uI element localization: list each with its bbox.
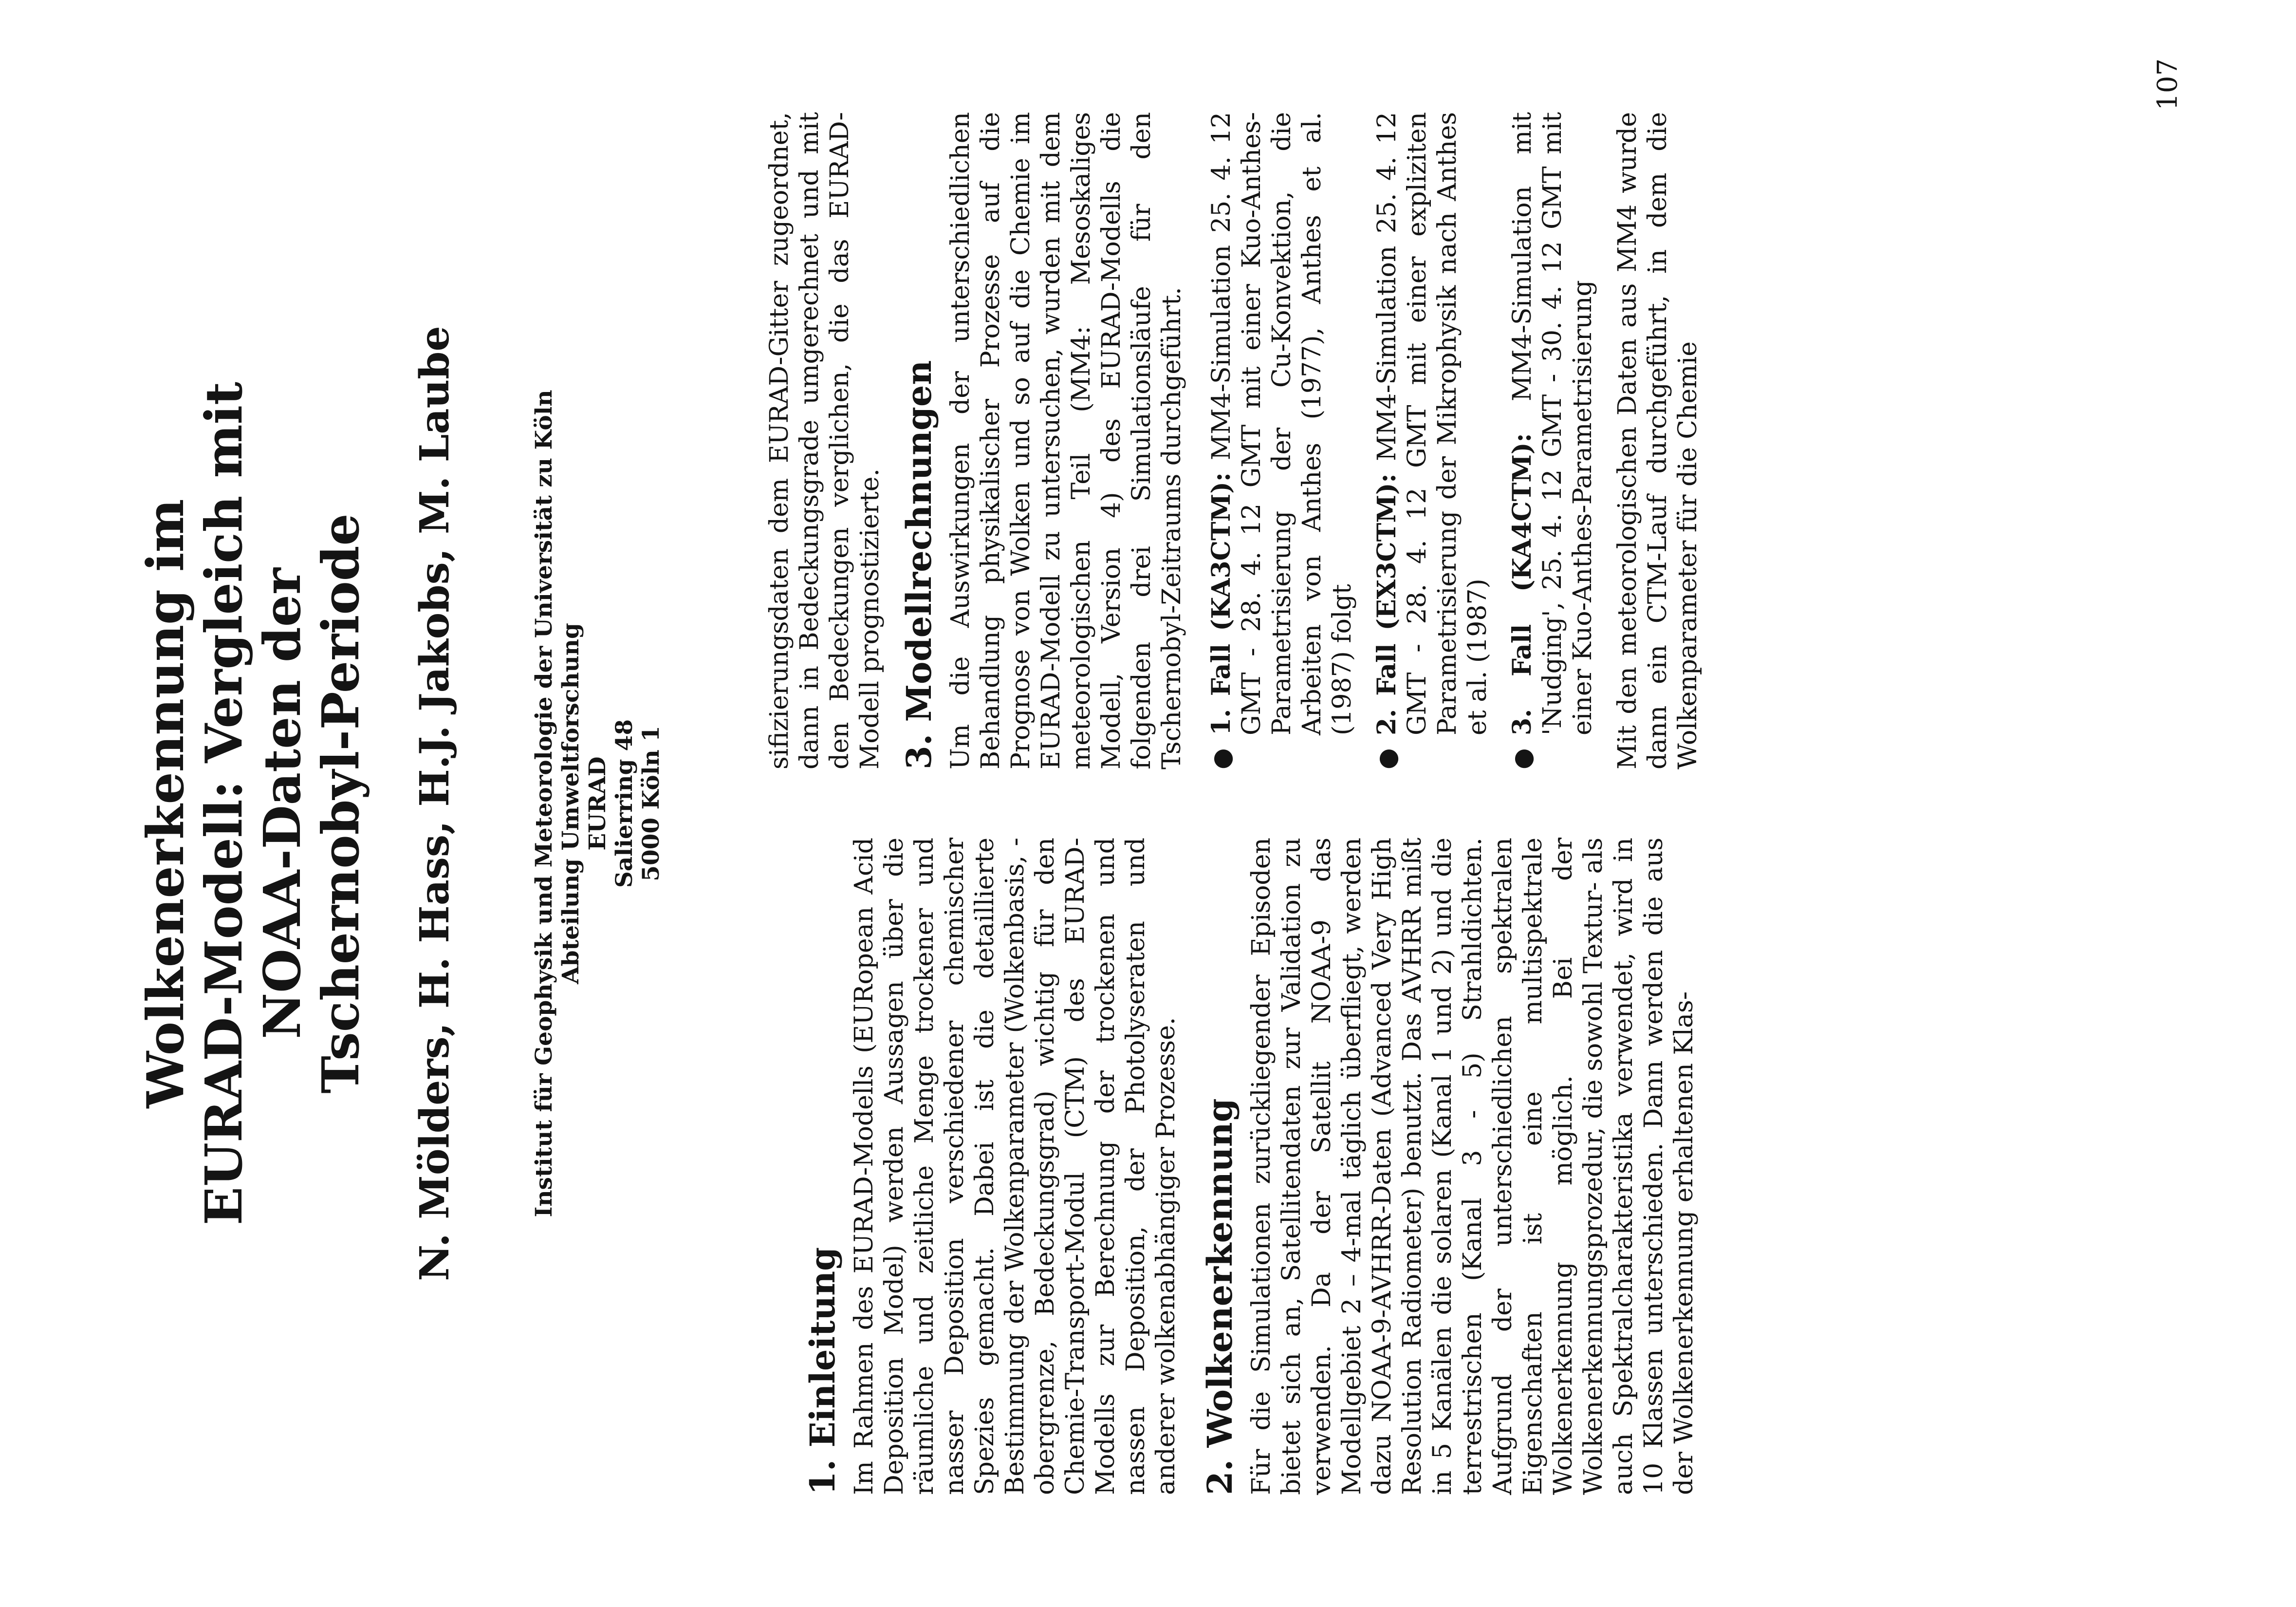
case-text: MM4-Simulation 25. 4. 12 GMT - 28. 4. 12 GMT mit einer Kuo-Anthes-Parametrisierung der Cu-Konvektion, die Arbeiten von Anthes (1977), Anthes et al. (1987) folgt <box>1207 112 1357 735</box>
section-heading-cloud-detection: 2. Wolkenerkennung <box>1200 1098 1240 1495</box>
case-item <box>1206 112 1357 769</box>
title-line: Tschernobyl-Periode <box>311 513 370 1094</box>
affiliation-line: EURAD <box>584 756 611 851</box>
section-heading-introduction: 1. Einleitung <box>802 1247 843 1495</box>
left-column <box>803 838 2215 1495</box>
right-column <box>764 112 2225 769</box>
case-label: 2. Fall (EX3CTM): <box>1372 473 1402 735</box>
bullet-icon: ● <box>1373 748 1401 769</box>
affiliation-line: Salierring 48 <box>611 719 638 888</box>
section-body-introduction: Im Rahmen des EURAD-Modells (EURopean Acid Deposition Model) werden Aussagen über die räumliche und zeitliche Menge trockener und nasser Deposition verschiedener chemischer Spezies gemacht. Dabei ist die detaillierte Bestimmung der Wolkenparameter (Wolkenbasis, -obergrenze, Bedeckungsgrad) wichtig für den Chemie-Transport-Modul (CTM) des EURAD-Modells zur Berechnung der trockenen und nassen Deposition, der Photolyseraten und anderer wolkenabhängiger Prozesse. <box>850 838 1181 1495</box>
page-number: 107 <box>2152 58 2184 111</box>
affiliation-block <box>531 122 665 1485</box>
bullet-icon: ● <box>1508 748 1537 769</box>
case-label: 1. Fall (KA3CTM): <box>1206 472 1236 735</box>
case-item <box>1372 112 1493 769</box>
author-list: N. Mölders, H. Hass, H.J. Jakobs, M. Laube <box>411 326 458 1281</box>
affiliation-line: Institut für Geophysik und Meteorologie der Universität zu Köln <box>531 390 557 1217</box>
continued-paragraph: sifizierungsdaten dem EURAD-Gitter zugeordnet, dann in Bedeckungsgrade umgerechnet und mit den Bedeckungen verglichen, die das EURAD-Modell prognostizierte. <box>765 112 885 769</box>
affiliation-line: Abteilung Umweltforschung <box>557 623 584 984</box>
section-body-model-runs: Um die Auswirkungen der unterschiedlichen Behandlung physikalischer Prozesse auf die Prognose von Wolken und so auf die Chemie im EURAD-Modell zu untersuchen, wurden mit dem meteorologischen Teil (MM4: Mesoskaliges Modell, Version 4) des EURAD-Modells die folgenden drei Simulationsläufe für den Tschernobyl-Zeitraums durchgeführt. <box>946 112 1186 769</box>
case-label: 3. Fall (KA4CTM): <box>1507 433 1537 735</box>
paper-title <box>136 122 370 1485</box>
bullet-icon: ● <box>1207 748 1236 769</box>
case-text: MM4-Simulation mit 'Nudging', 25. 4. 12 GMT - 30. 4. 12 GMT mit einer Kuo-Anthes-Parametrisierung <box>1508 112 1597 735</box>
section-body-cloud-detection: Für die Simulationen zurückliegender Episoden bietet sich an, Satellitendaten zur Validation zu verwenden. Da der Satellit NOAA-9 das Modellgebiet 2 – 4-mal täglich überfliegt, werden dazu NOAA-9-AVHRR-Daten (Advanced Very High Resolution Radiometer) benutzt. Das AVHRR mißt in 5 Kanälen die solaren (Kanal 1 und 2) und die terrestrischen (Kanal 3 - 5) Strahldichten. Aufgrund der unterschiedlichen spektralen Eigenschaften ist eine multispektrale Wolkenerkennung möglich. Bei der Wolkenerkennungsprozedur, die sowohl Textur- als auch Spektralcharakteristika verwendet, wird in 10 Klassen unterschieden. Dann werden die aus der Wolkenerkennung erhaltenen Klas- <box>1247 838 1699 1495</box>
case-item <box>1507 112 1598 769</box>
case-text: MM4-Simulation 25. 4. 12 GMT - 28. 4. 12 GMT mit einer expliziten Parametrisierung der Mikrophysik nach Anthes et al. (1987) <box>1372 112 1492 735</box>
affiliation-line: 5000 Köln 1 <box>638 726 665 881</box>
section-heading-model-runs: 3. Modellrechnungen <box>899 360 939 769</box>
title-line: EURAD-Modell: Vergleich mit <box>194 381 254 1226</box>
closing-paragraph: Mit den meteorologischen Daten aus MM4 wurde dann ein CTM-Lauf durchgeführt, in dem die Wolkenparameter für die Chemie <box>1613 112 1703 769</box>
title-line: Wolkenerkennung im <box>135 499 195 1108</box>
title-line: NOAA-Daten der <box>252 568 312 1039</box>
